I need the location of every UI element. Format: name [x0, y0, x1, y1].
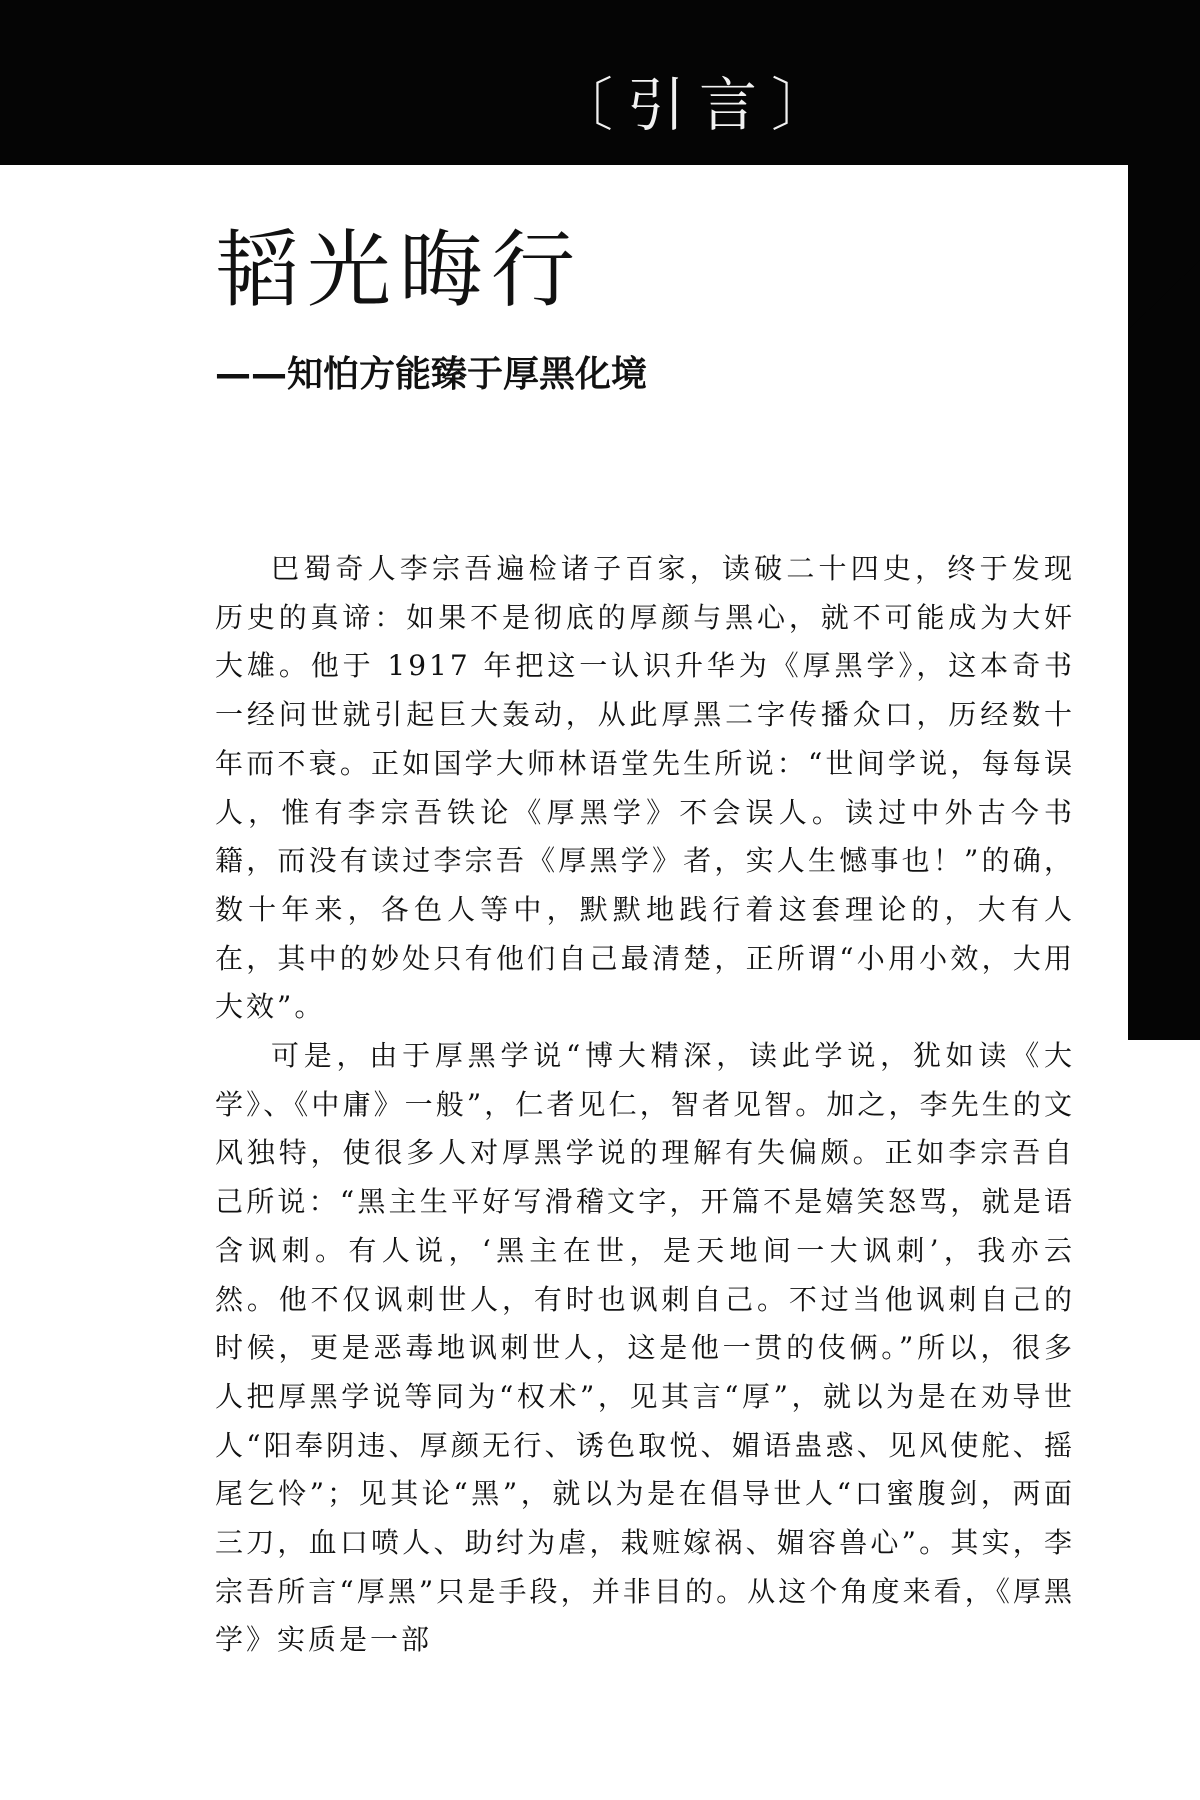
- side-tab-band: [1128, 165, 1200, 1040]
- side-tab-notch: [1128, 260, 1200, 330]
- section-label: 〔引言〕: [555, 71, 844, 139]
- chapter-subtitle: ——知怕方能臻于厚黑化境: [215, 354, 648, 395]
- paragraph: 可是，由于厚黑学说“博大精深，读此学说，犹如读《大学》、《中庸》一般”，仁者见仁，智者见智。加之，李先生的文风独特，使很多人对厚黑学说的理解有失偏颇。正如李宗吾自己所说：“黑主生平好写滑稽文字，开篇不是嬉笑怒骂，就是语含讽刺。有人说，‘黑主在世，是天地间一大讽刺’，我亦云然。他不仅讽刺世人，有时也讽刺自己。不过当他讽刺自己的时候，更是恶毒地讽刺世人，这是他一贯的伎俩。”所以，很多人把厚黑学说等同为“权术”，见其言“厚”，就以为是在劝导世人“阳奉阴违、厚颜无行、诱色取悦、媚语蛊惑、见风使舵、摇尾乞怜”；见其论“黑”，就以为是在倡导世人“口蜜腹剑，两面三刀，血口喷人、助纣为虐，栽赃嫁祸、媚容兽心”。其实，李宗吾所言“厚黑”只是手段，并非目的。从这个角度来看，《厚黑学》实质是一部: [215, 1039, 1075, 1657]
- chapter-title: 韬光晦行: [215, 221, 584, 319]
- paragraph: 巴蜀奇人李宗吾遍检诸子百家，读破二十四史，终于发现历史的真谛：如果不是彻底的厚颜与黑心，就不可能成为大奸大雄。他于 1917 年把这一认识升华为《厚黑学》，这本奇书一经问世就引起巨大轰动，从此厚黑二字传播众口，历经数十年而不衰。正如国学大师林语堂先生所说：“世间学说，每每误人，惟有李宗吾铁论《厚黑学》不会误人。读过中外古今书籍，而没有读过李宗吾《厚黑学》者，实人生憾事也！”的确，数十年来，各色人等中，默默地践行着这套理论的，大有人在，其中的妙处只有他们自己最清楚，正所谓“小用小效，大用大效”。: [215, 552, 1075, 1024]
- body-text: [215, 545, 1075, 1665]
